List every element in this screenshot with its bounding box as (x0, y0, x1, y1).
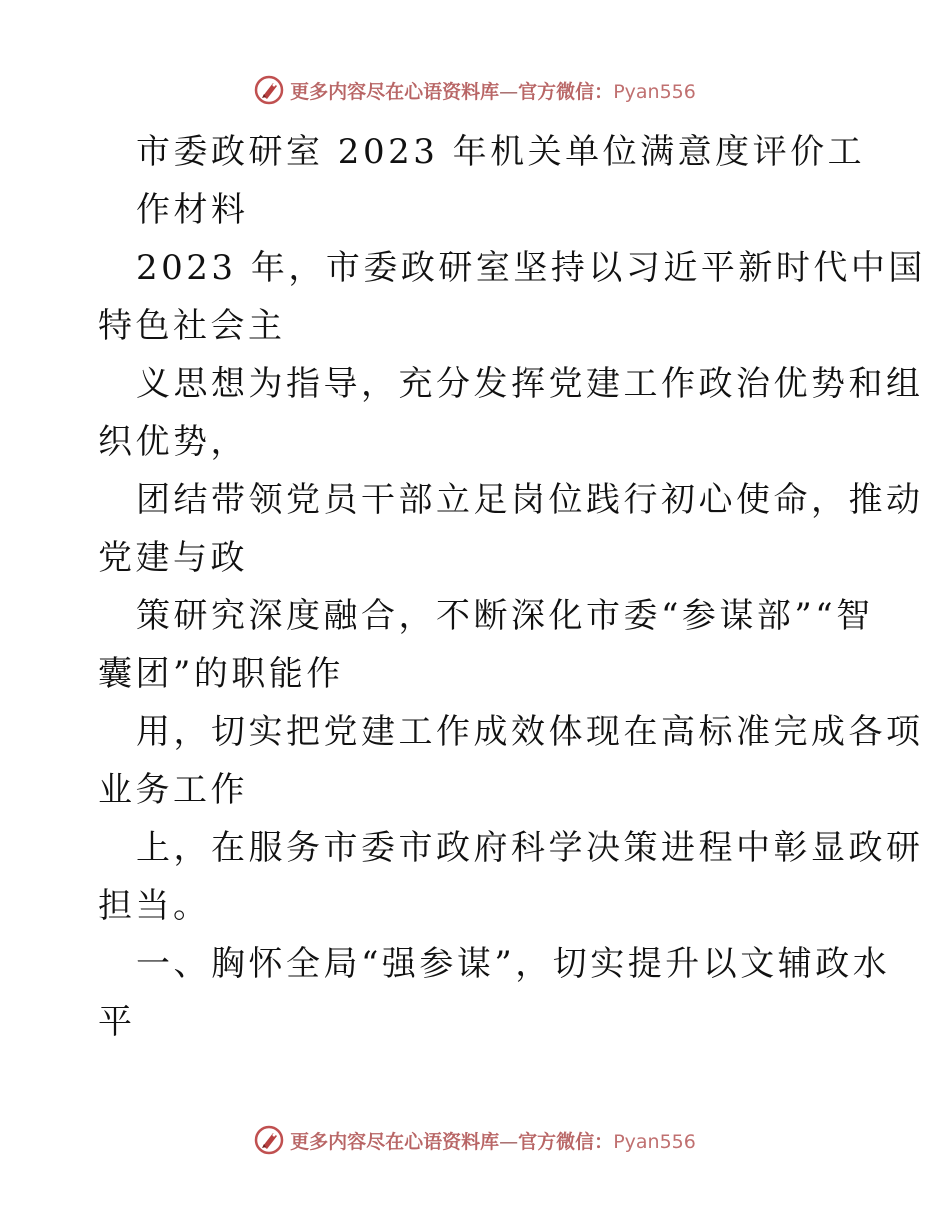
watermark-site-text: 更多内容尽在心语资料库 (290, 80, 500, 103)
watermark-site-text: 更多内容尽在心语资料库 (290, 1130, 500, 1153)
document-line: 平 (98, 1002, 136, 1042)
document-line: 2023 年，市委政研室坚持以习近平新时代中国 (136, 248, 926, 288)
document-line: 市委政研室 2023 年机关单位满意度评价工 (136, 132, 866, 172)
watermark-separator: — (499, 1130, 519, 1153)
document-body (98, 123, 926, 1051)
pen-nib-logo-icon (254, 1125, 284, 1155)
watermark-handle: Pyan556 (613, 1130, 696, 1153)
document-line: 囊团”的职能作 (98, 654, 344, 694)
watermark-contact-label: 官方微信： (518, 1130, 614, 1153)
header-watermark (0, 70, 950, 110)
watermark-contact-label: 官方微信： (518, 80, 614, 103)
document-line: 用，切实把党建工作成效体现在高标准完成各项 (136, 712, 924, 752)
watermark-separator: — (499, 80, 519, 103)
watermark-text (290, 1127, 696, 1154)
document-line: 担当。 (98, 886, 211, 926)
document-line: 义思想为指导，充分发挥党建工作政治优势和组 (136, 364, 924, 404)
document-line: 党建与政 (98, 538, 248, 578)
document-line: 一、胸怀全局“强参谋”，切实提升以文辅政水 (136, 944, 891, 984)
footer-watermark (0, 1120, 950, 1160)
document-line: 策研究深度融合，不断深化市委“参谋部”“智 (136, 596, 874, 636)
watermark-text (290, 77, 696, 104)
document-line: 作材料 (136, 190, 249, 230)
pen-nib-logo-icon (254, 75, 284, 105)
watermark-handle: Pyan556 (613, 80, 696, 103)
document-line: 特色社会主 (98, 306, 286, 346)
document-line: 团结带领党员干部立足岗位践行初心使命，推动 (136, 480, 924, 520)
document-line: 上，在服务市委市政府科学决策进程中彰显政研 (136, 828, 924, 868)
document-line: 业务工作 (98, 770, 248, 810)
document-line: 织优势， (98, 422, 248, 462)
